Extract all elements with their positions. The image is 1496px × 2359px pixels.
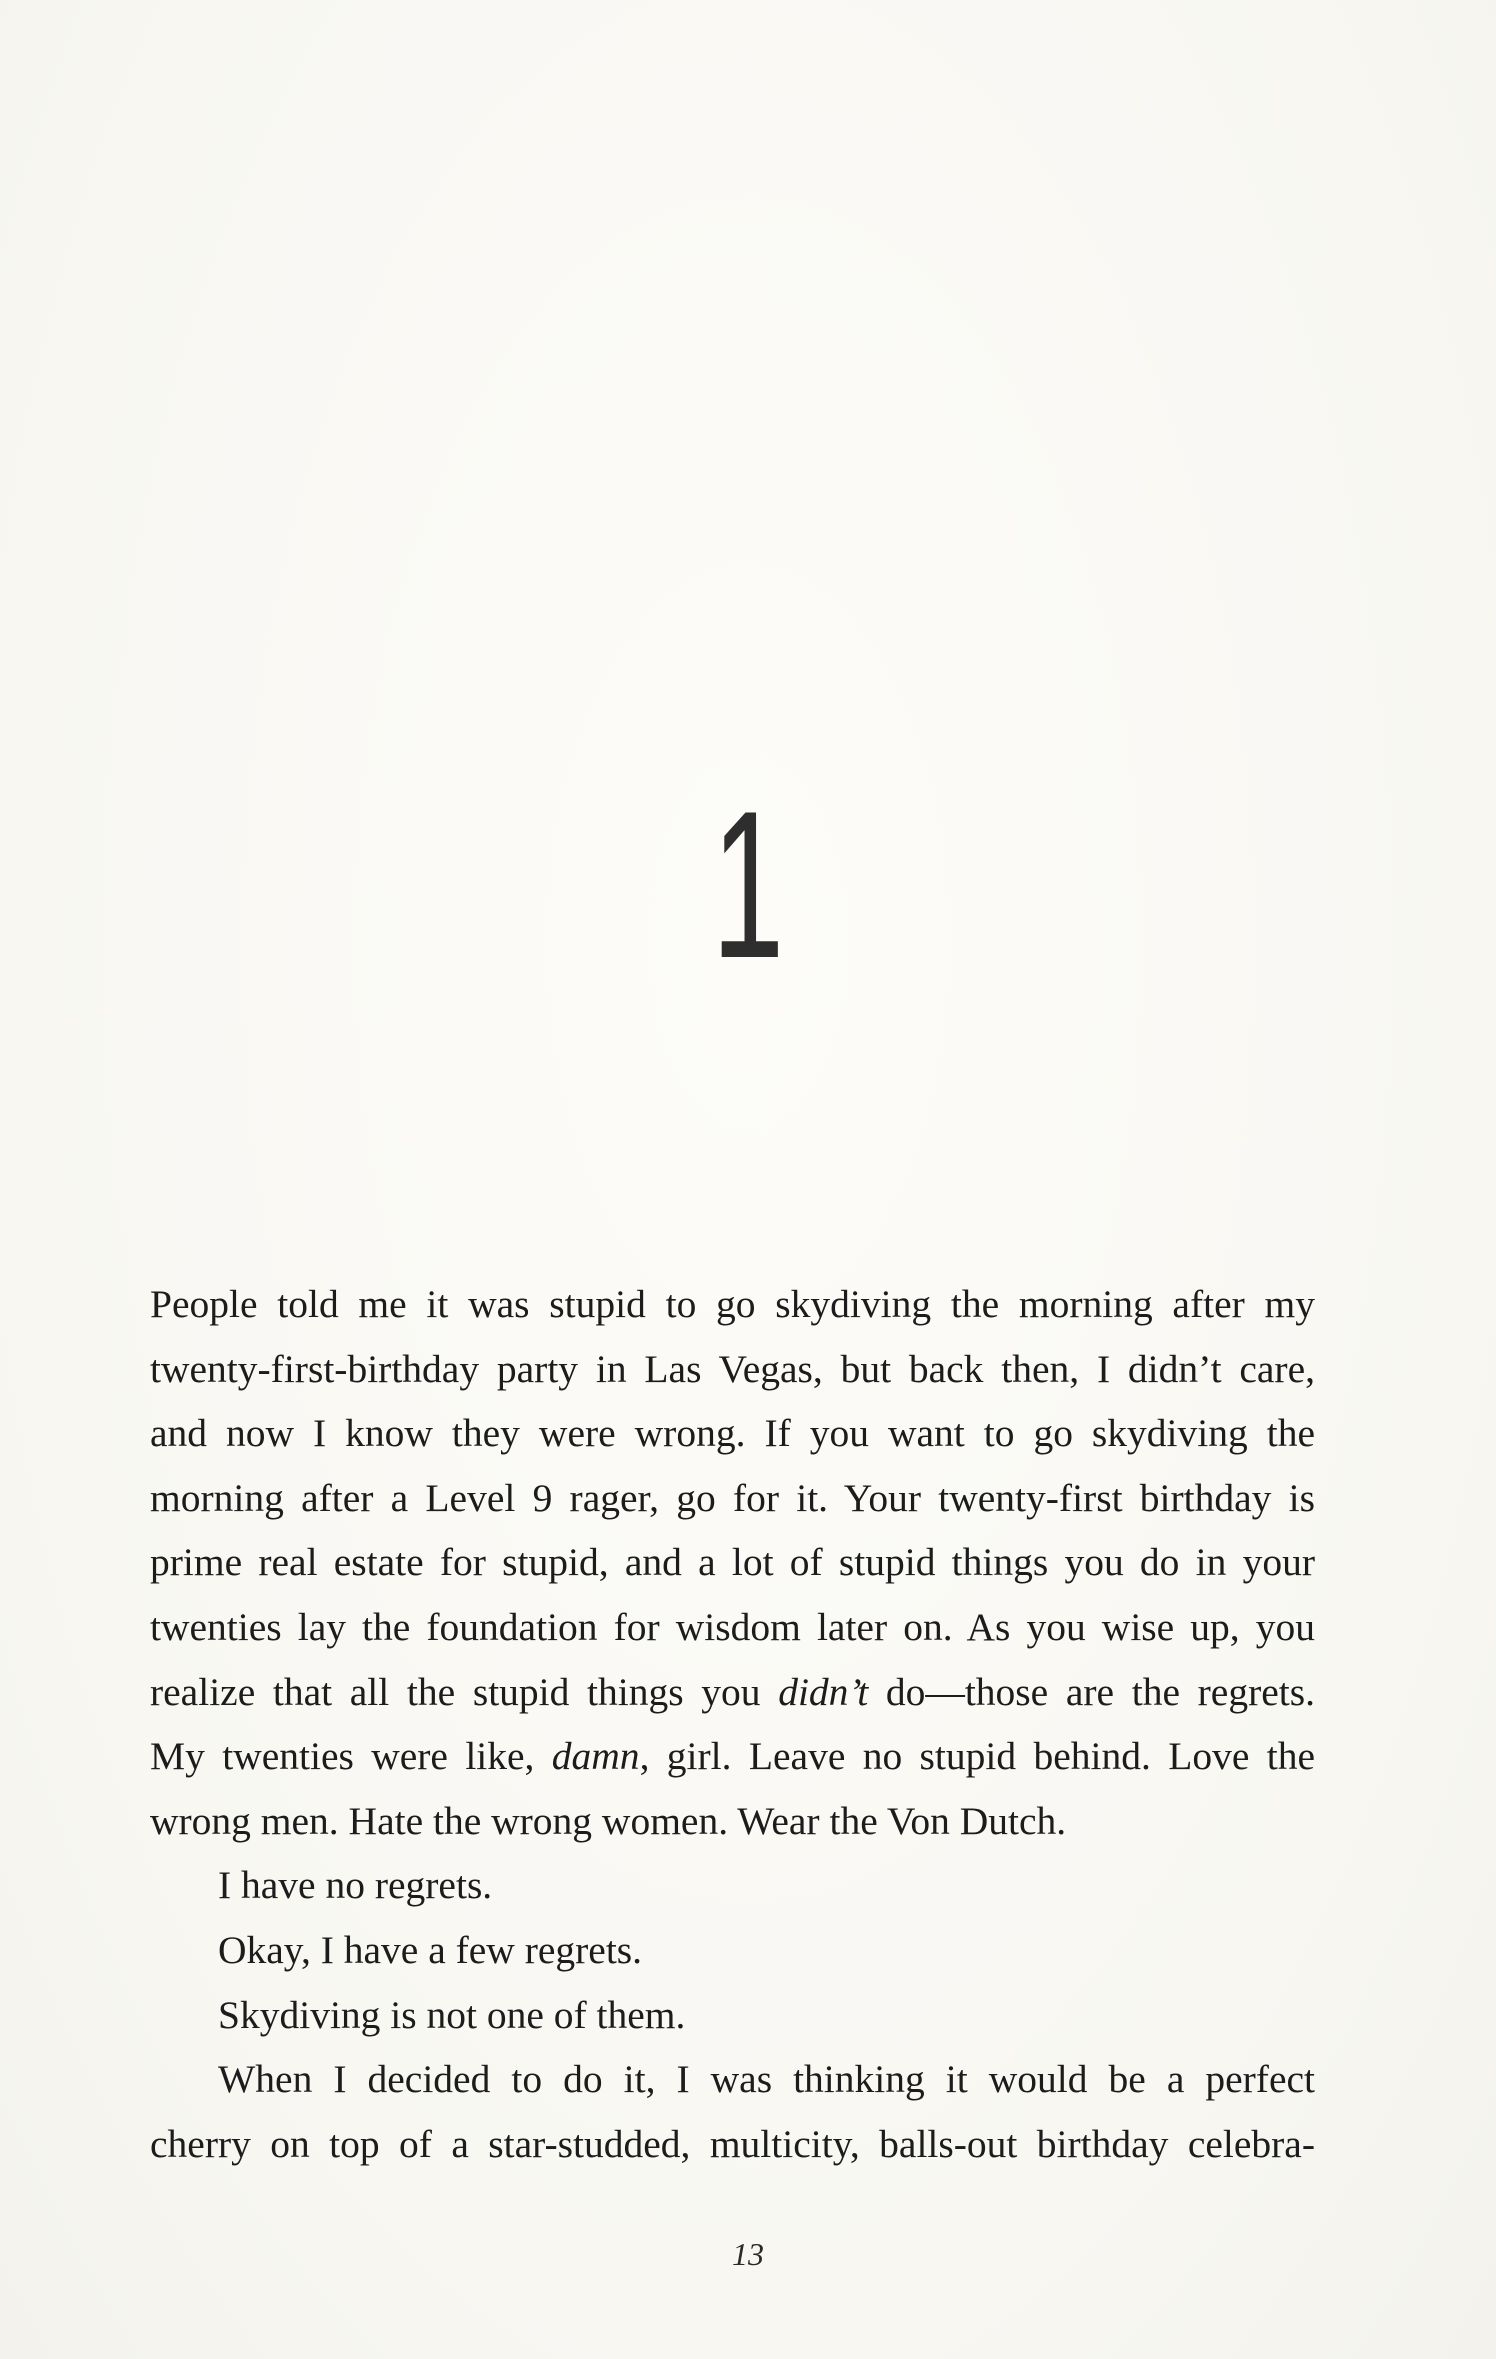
text-line: morning after a Level 9 rager, go for it. Your twenty-first birthday is [150, 1475, 1315, 1520]
chapter-number: 1 [711, 767, 785, 1002]
text-fragment: realize that all the stupid things you [150, 1669, 779, 1714]
text-fragment: do—those are the regrets. [868, 1669, 1315, 1714]
emphasis-text: didn’t [778, 1669, 869, 1714]
text-line: and now I know they were wrong. If you want to go skydiving the [150, 1411, 1315, 1456]
text-line: twenty-first-birthday party in Las Vegas, but back then, I didn’t care, [150, 1346, 1315, 1391]
text-line: Okay, I have a few regrets. [218, 1927, 643, 1972]
page-number: 13 [732, 2236, 764, 2272]
text-line: Skydiving is not one of them. [218, 1992, 686, 2037]
emphasis-text: damn [551, 1734, 640, 1779]
text-line: wrong men. Hate the wrong women. Wear the Von Dutch. [150, 1798, 1067, 1843]
body-text [150, 1272, 1315, 2176]
text-line: People told me it was stupid to go skydiving the morning after my [150, 1282, 1315, 1326]
text-line: cherry on top of a star-studded, multicity, balls-out birthday celebra- [150, 2121, 1315, 2166]
text-line: When I decided to do it, I was thinking it would be a perfect [218, 2057, 1315, 2102]
text-fragment: , girl. Leave no stupid behind. Love the [639, 1734, 1315, 1779]
text-fragment: My twenties were like, [150, 1734, 552, 1779]
text-line: prime real estate for stupid, and a lot of stupid things you do in your [150, 1540, 1315, 1585]
text-line: I have no regrets. [218, 1863, 493, 1908]
text-line: twenties lay the foundation for wisdom later on. As you wise up, you [150, 1604, 1315, 1649]
text-line [150, 1660, 1315, 1725]
text-line [150, 1724, 1315, 1789]
